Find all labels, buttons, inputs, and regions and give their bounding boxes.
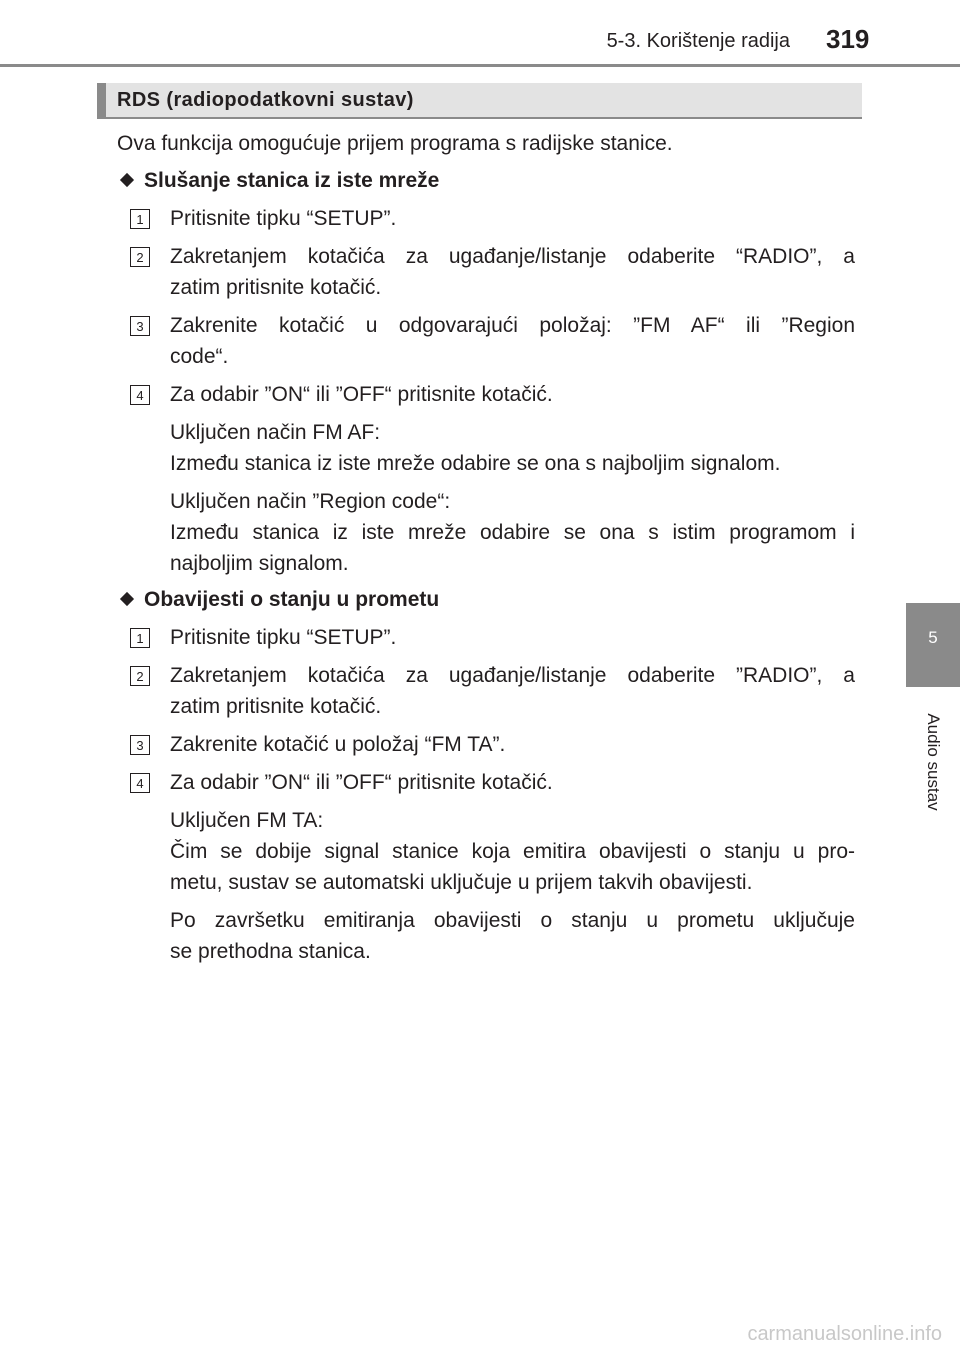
step-text: code“.	[170, 345, 229, 368]
section-heading: RDS (radiopodatkovni sustav)	[97, 83, 862, 119]
section-intro: Ova funkcija omogućuje prijem programa s radijske stanice.	[117, 132, 673, 155]
note-text: Čim se dobije signal stanice koja emitira obavijesti o stanju u pro-	[170, 840, 855, 863]
step-text: Zakretanjem kotačića za ugađanje/listanje odaberite “RADIO”, a	[170, 245, 855, 268]
chapter-tab: 5	[906, 603, 960, 687]
note-text: metu, sustav se automatski uključuje u prijem takvih obavijesti.	[170, 871, 753, 894]
step-text: zatim pritisnite kotačić.	[170, 695, 382, 718]
bullet-diamond-icon	[120, 592, 134, 606]
step-number-badge: 1	[130, 209, 150, 229]
chapter-tab-label: Audio sustav	[924, 713, 943, 811]
step-text: Za odabir ”ON“ ili ”OFF“ pritisnite kotačić.	[170, 383, 553, 406]
step-text: Zakrenite kotačić u položaj “FM TA”.	[170, 733, 506, 756]
step-text: Zakrenite kotačić u odgovarajući položaj: ”FM AF“ ili ”Region	[170, 314, 855, 337]
step-text: Pritisnite tipku “SETUP”.	[170, 207, 397, 230]
note-text: Uključen način FM AF:	[170, 421, 381, 444]
note-text: najboljim signalom.	[170, 552, 349, 575]
note-text: Uključen način ”Region code“:	[170, 490, 451, 513]
note-text: se prethodna stanica.	[170, 940, 371, 963]
step-number-badge: 4	[130, 773, 150, 793]
subsection-heading-network: Slušanje stanica iz iste mreže	[117, 165, 439, 196]
step-number-badge: 4	[130, 385, 150, 405]
step-number-badge: 2	[130, 247, 150, 267]
step-number-badge: 3	[130, 316, 150, 336]
bullet-diamond-icon	[120, 173, 134, 187]
header-rule	[0, 64, 960, 67]
running-header-title: 5-3. Korištenje radija	[606, 30, 790, 52]
step-number-badge: 1	[130, 628, 150, 648]
step-text: Za odabir ”ON“ ili ”OFF“ pritisnite kotačić.	[170, 771, 553, 794]
page-number: 319	[826, 24, 870, 54]
step-number-badge: 2	[130, 666, 150, 686]
subsection-heading-traffic: Obavijesti o stanju u prometu	[117, 584, 439, 615]
step-text: zatim pritisnite kotačić.	[170, 276, 382, 299]
watermark: carmanualsonline.info	[747, 1323, 942, 1345]
note-text: Po završetku emitiranja obavijesti o stanju u prometu uključuje	[170, 909, 855, 932]
step-text: Zakretanjem kotačića za ugađanje/listanje odaberite ”RADIO”, a	[170, 664, 855, 687]
step-number-badge: 3	[130, 735, 150, 755]
step-text: Pritisnite tipku “SETUP”.	[170, 626, 397, 649]
note-text: Između stanica iz iste mreže odabire se ona s najboljim signalom.	[170, 452, 781, 475]
note-text: Između stanica iz iste mreže odabire se ona s istim programom i	[170, 521, 855, 544]
note-text: Uključen FM TA:	[170, 809, 324, 832]
